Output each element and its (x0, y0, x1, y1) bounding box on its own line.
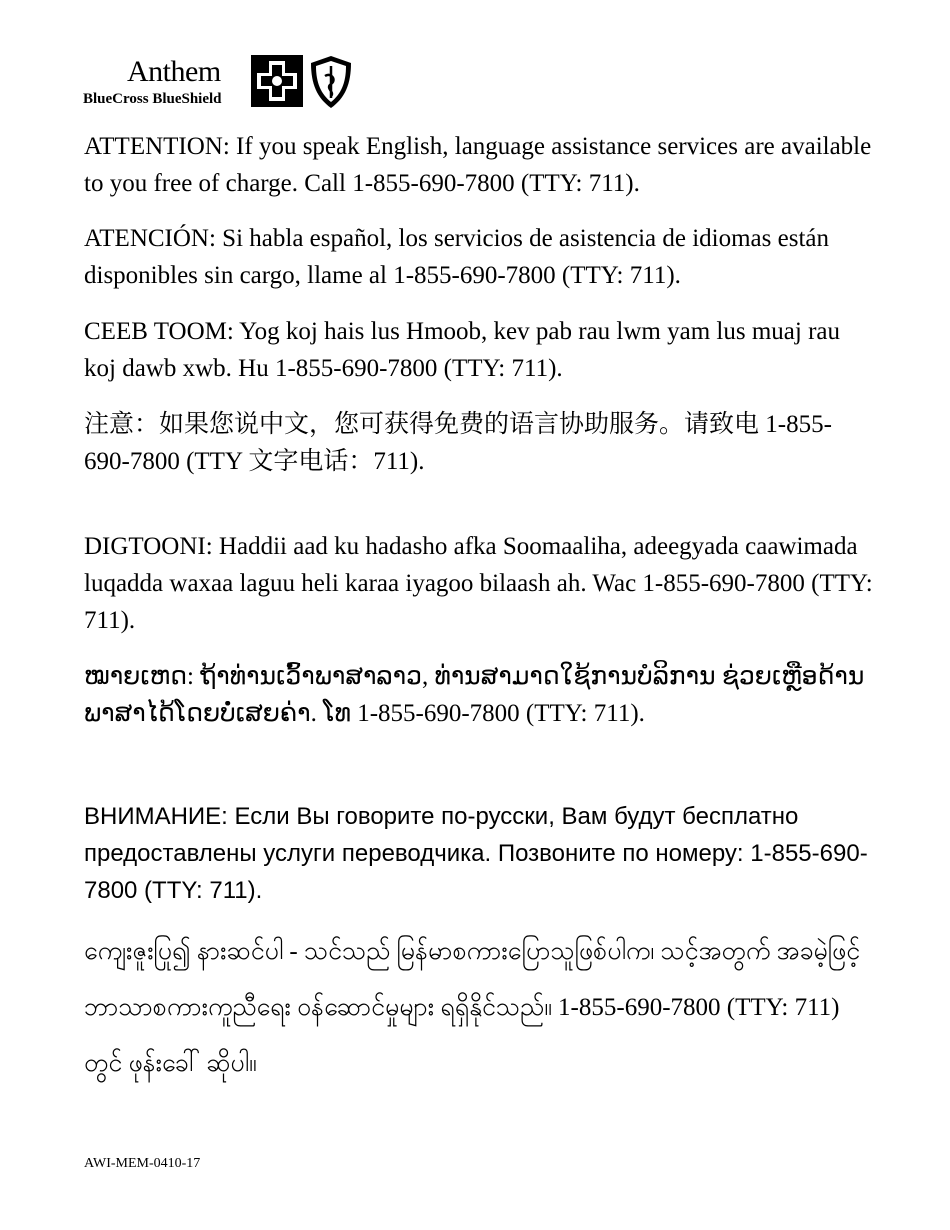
notice-hmong: CEEB TOOM: Yog koj hais lus Hmoob, kev pab rau lwm yam lus muaj rau koj dawb xwb. Hu 1-855-690-7800 (TTY: 711). (84, 318, 840, 382)
anthem-logo (83, 54, 363, 112)
notice-chinese: 注意：如果您说中文，您可获得免费的语言协助服务。请致电 1-855-690-7800 (TTY 文字电话：711). (84, 411, 832, 475)
notice-burmese: ကျေးဇူးပြု၍ နားဆင်ပါ - သင်သည် မြန်မာစကားပြောသူဖြစ်ပါက၊ သင့်အတွက် အခမဲ့ဖြင့် ဘာသာစကားကူညီရေး ဝန်ဆောင်မှုများ ရရှိနိုင်သည်။ 1-855-690-7800 (TTY: 711) တွင် ဖုန်းခေါ် ဆိုပါ။ (84, 938, 861, 1077)
blue-shield-icon (309, 54, 353, 110)
notice-spanish: ATENCIÓN: Si habla español, los servicios de asistencia de idiomas están disponibles sin cargo, llame al 1-855-690-7800 (TTY: 711). (84, 225, 829, 289)
notice-lao: ໝາຍເຫດ: ຖ້າທ່ານເວົ້າພາສາລາວ, ທ່ານສາມາດໃຊ້ການບໍລິການ ຊ່ວຍເຫຼືອດ້ານພາສາໄດ້ໂດຍບໍ່ເສຍຄ່າ. ໂທ 1-855-690-7800 (TTY: 711). (84, 663, 865, 727)
notice-russian: ВНИМАНИЕ: Если Вы говорите по-русски, Вам будут бесплатно предоставлены услуги переводчика. Позвоните по номеру: 1-855-690-7800 (TTY: 711). (84, 803, 868, 904)
form-code: AWI-MEM-0410-17 (84, 1156, 201, 1171)
notice-english: ATTENTION: If you speak English, language assistance services are available to you free of charge. Call 1-855-690-7800 (TTY: 711). (84, 133, 872, 197)
notice-somali: DIGTOONI: Haddii aad ku hadasho afka Soomaaliha, adeegyada caawimada luqadda waxaa laguu heli karaa iyagoo bilaash ah. Wac 1-855-690-7800 (TTY: 711). (84, 533, 873, 634)
blue-cross-icon (251, 55, 303, 107)
logo-subtitle: BlueCross BlueShield (83, 91, 222, 107)
logo-name: Anthem (127, 55, 221, 88)
